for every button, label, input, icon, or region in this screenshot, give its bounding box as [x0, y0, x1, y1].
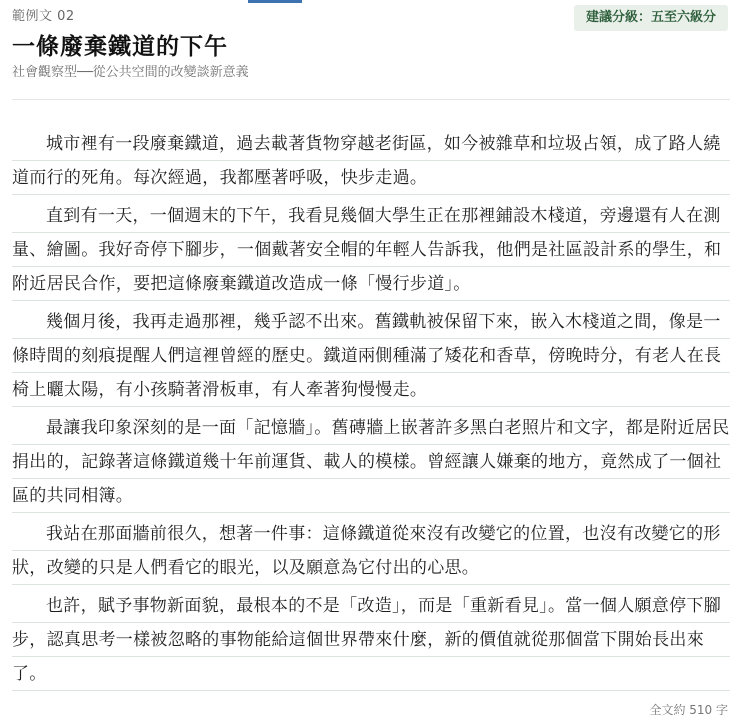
essay-paragraph-1: 城市裡有一段廢棄鐵道，過去載著貨物穿越老街區，如今被雜草和垃圾占領，成了路人繞道而行的死角。每次經過，我都壓著呼吸，快步走過。 — [12, 127, 730, 195]
essay-paragraph-2: 直到有一天，一個週末的下午，我看見幾個大學生正在那裡鋪設木棧道，旁邊還有人在測量、繪圖。我好奇停下腳步，一個戴著安全帽的年輕人告訴我，他們是社區設計系的學生，和附近居民合作，要把這條廢棄鐵道改造成一條「慢行步道」。 — [12, 199, 730, 301]
essay-title: 一條廢棄鐵道的下午 — [12, 33, 228, 60]
grade-level-badge: 建議分級：五至六級分 — [574, 5, 728, 31]
essay-paragraph-4: 最讓我印象深刻的是一面「記憶牆」。舊磚牆上嵌著許多黑白老照片和文字，都是附近居民捐出的，記錄著這條鐵道幾十年前運貨、載人的模樣。曾經讓人嫌棄的地方，竟然成了一個社區的共同相簿。 — [12, 411, 730, 513]
essay-body — [12, 127, 730, 695]
essay-paragraph-5: 我站在那面牆前很久，想著一件事：這條鐵道從來沒有改變它的位置，也沒有改變它的形狀，改變的只是人們看它的眼光，以及願意為它付出的心思。 — [12, 517, 730, 585]
essay-subtitle: 社會觀察型──從公共空間的改變談新意義 — [12, 65, 249, 80]
example-number-label: 範例文 02 — [12, 9, 75, 24]
header-divider — [12, 99, 730, 100]
active-tab-indicator — [248, 0, 302, 3]
essay-paragraph-3: 幾個月後，我再走過那裡，幾乎認不出來。舊鐵軌被保留下來，嵌入木棧道之間，像是一條時間的刻痕提醒人們這裡曾經的歷史。鐵道兩側種滿了矮花和香草，傍晚時分，有老人在長椅上曬太陽，有小孩騎著滑板車，有人牽著狗慢慢走。 — [12, 305, 730, 407]
essay-paragraph-6: 也許，賦予事物新面貌，最根本的不是「改造」，而是「重新看見」。當一個人願意停下腳步，認真思考一樣被忽略的事物能給這個世界帶來什麼，新的價值就從那個當下開始長出來了。 — [12, 589, 730, 691]
word-count: 全文約 510 字 — [649, 703, 728, 717]
